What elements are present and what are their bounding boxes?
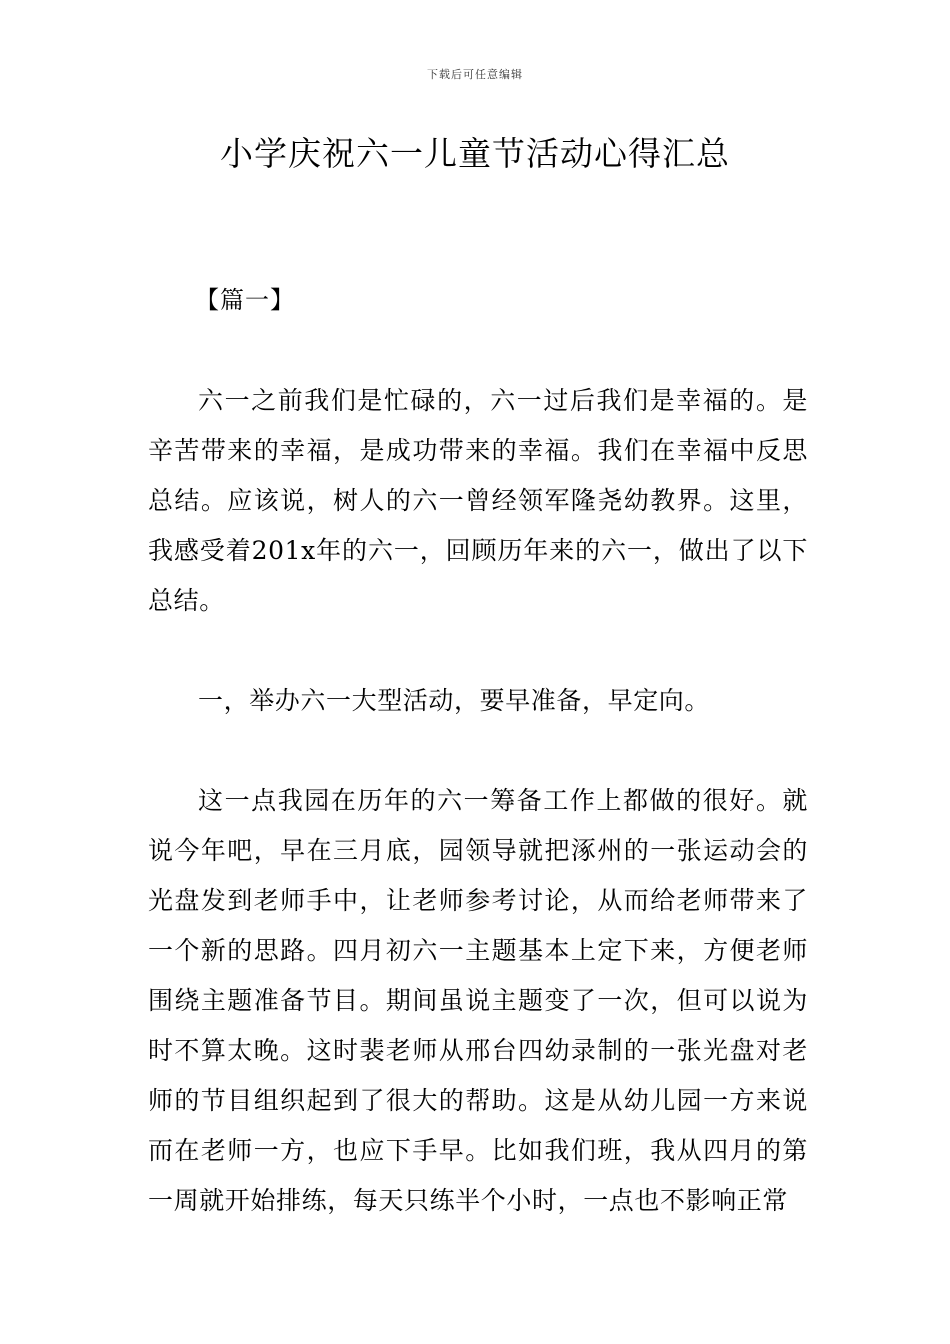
page-header-note: 下载后可任意编辑 — [427, 68, 523, 81]
paragraph: 一，举办六一大型活动，要早准备，早定向。 — [198, 686, 711, 715]
document-title: 小学庆祝六一儿童节活动心得汇总 — [220, 134, 730, 173]
paragraph: 六一之前我们是忙碌的，六一过后我们是幸福的。是辛苦带来的幸福，是成功带来的幸福。我们在幸福中反思总结。应该说，树人的六一曾经领军隆尧幼教界。这里，我感受着201x年的六一，回顾历年来的六一，做出了以下总结。 — [148, 386, 808, 615]
paragraph: 这一点我园在历年的六一筹备工作上都做的很好。就说今年吧，早在三月底，园领导就把涿州的一张运动会的光盘发到老师手中，让老师参考讨论，从而给老师带来了一个新的思路。四月初六一主题基本上定下来，方便老师围绕主题准备节目。期间虽说主题变了一次，但可以说为时不算太晚。这时裴老师从邢台四幼录制的一张光盘对老师的节目组织起到了很大的帮助。这是从幼儿园一方来说而在老师一方，也应下手早。比如我们班，我从四月的第一周就开始排练，每天只练半个小时，一点也不影响正常 — [148, 786, 808, 1215]
section-label: 【篇一】 — [195, 286, 295, 314]
